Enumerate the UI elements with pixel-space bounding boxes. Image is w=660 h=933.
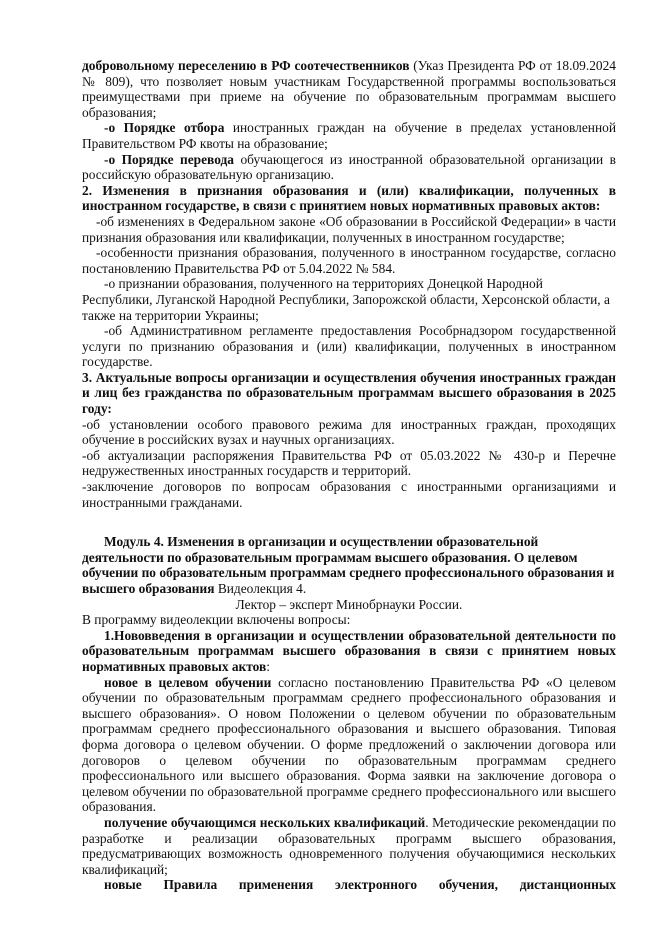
heading-text: Модуль 4. Изменения в организации и осуществлении образовательной деятельности по образовательным программам высшего образования. О целевом обучении по образовательным программам среднего профессионального образования и высшего образования: [82, 534, 615, 596]
paragraph: -заключение договоров по вопросам образования с иностранными организациями и иностранными гражданами.: [82, 479, 616, 510]
text: иностранных граждан на обучение в пределах установленной Правительством РФ квоты на образование;: [82, 120, 616, 151]
paragraph: В программу видеолекции включены вопросы:: [82, 612, 351, 628]
paragraph: -об изменениях в Федеральном законе «Об образовании в Российской Федерации» в части признания образования или квалификации, полученных в иностранном государстве;: [82, 213, 616, 245]
text: обучающегося из иностранной образовательной организации в российскую образовательную организацию.: [82, 151, 616, 183]
lector-line: Лектор – эксперт Минобрнауки России.: [235, 596, 463, 612]
bold-phrase: -о Порядке отбора: [104, 120, 225, 136]
bold-phrase: 1.Нововведения в организации и осуществлении образовательной деятельности по образовательным программам высшего образования в связи с принятием новых нормативных правовых актов: [82, 627, 616, 674]
text: Видеолекция 4.: [214, 581, 307, 596]
paragraph: -о признании образования, полученного на территориях Донецкой Народной Республики, Луганской Народной Республики, Запорожской области, Херсонской области, а также на территории Украины;: [82, 276, 610, 323]
text: согласно постановлению Правительства РФ «О целевом обучении по образовательным программам среднего профессионального образования и высшего образования». О новом Положении о целевом обучении по образовательным программам среднего профессионального образования и высшего образования. Типовая форма договора о целевом обучении. О форме предложений о заключении договора или договоров о целевом обучении по образовательным программам среднего профессионального или высшего образования. Форма заявки на заключение договора о целевом обучении по образовательной программе среднего профессионального или высшего образования.: [82, 674, 616, 815]
paragraph: [82, 675, 616, 815]
paragraph: -особенности признания образования, полученного в иностранном государстве, согласно постановлению Правительства РФ от 5.04.2022 № 584.: [82, 245, 616, 276]
paragraph: [82, 152, 616, 183]
paragraph: -об установлении особого правового режима для иностранных граждан, проходящих обучение в российских вузах и научных организациях.: [82, 416, 616, 448]
text: (Указ Президента РФ от 18.09.2024 № 809), что позволяет новым участникам Государственной программы воспользоваться преимуществами при приеме на обучение по образовательным программам высшего образования;: [82, 58, 616, 120]
bold-phrase: получение обучающимся нескольких квалификаций: [104, 814, 426, 830]
spacer: [82, 510, 616, 534]
heading-text: 3. Актуальные вопросы организации и осуществления обучения иностранных граждан и лиц без гражданства по образовательным программам высшего образования в 2025 году:: [82, 369, 616, 417]
text: . Методические рекомендации по разработке и реализации образовательных программ высшего образования, предусматривающих возможность одновременного получения обучающимися нескольких квалификаций;: [82, 814, 616, 877]
module-heading: [82, 534, 616, 596]
paragraph: [82, 815, 616, 877]
paragraph: -об Административном регламенте предоставления Рособрнадзором государственной услуги по признанию образования и (или) квалификации, полученных в иностранном государстве.: [82, 323, 616, 370]
paragraph: [82, 58, 616, 120]
section-heading: [82, 183, 616, 214]
bold-phrase: добровольному переселению в РФ соотечественников: [82, 58, 410, 73]
text: :: [266, 658, 270, 674]
bold-phrase: новые Правила применения электронного обучения, дистанционных: [104, 877, 616, 893]
paragraph: [82, 628, 616, 675]
document-page: [82, 58, 616, 893]
paragraph: [82, 120, 616, 151]
paragraph: -об актуализации распоряжения Правительства РФ от 05.03.2022 № 430-р и Перечне недружественных иностранных государств и территорий.: [82, 447, 616, 479]
bold-phrase: -о Порядке перевода: [104, 151, 234, 167]
heading-text: 2. Изменения в признания образования и (или) квалификации, полученных в иностранном государстве, в связи с принятием новых нормативных правовых актов:: [82, 182, 616, 214]
paragraph: [82, 877, 616, 893]
bold-phrase: новое в целевом обучении: [104, 674, 272, 690]
section-heading: [82, 370, 616, 417]
